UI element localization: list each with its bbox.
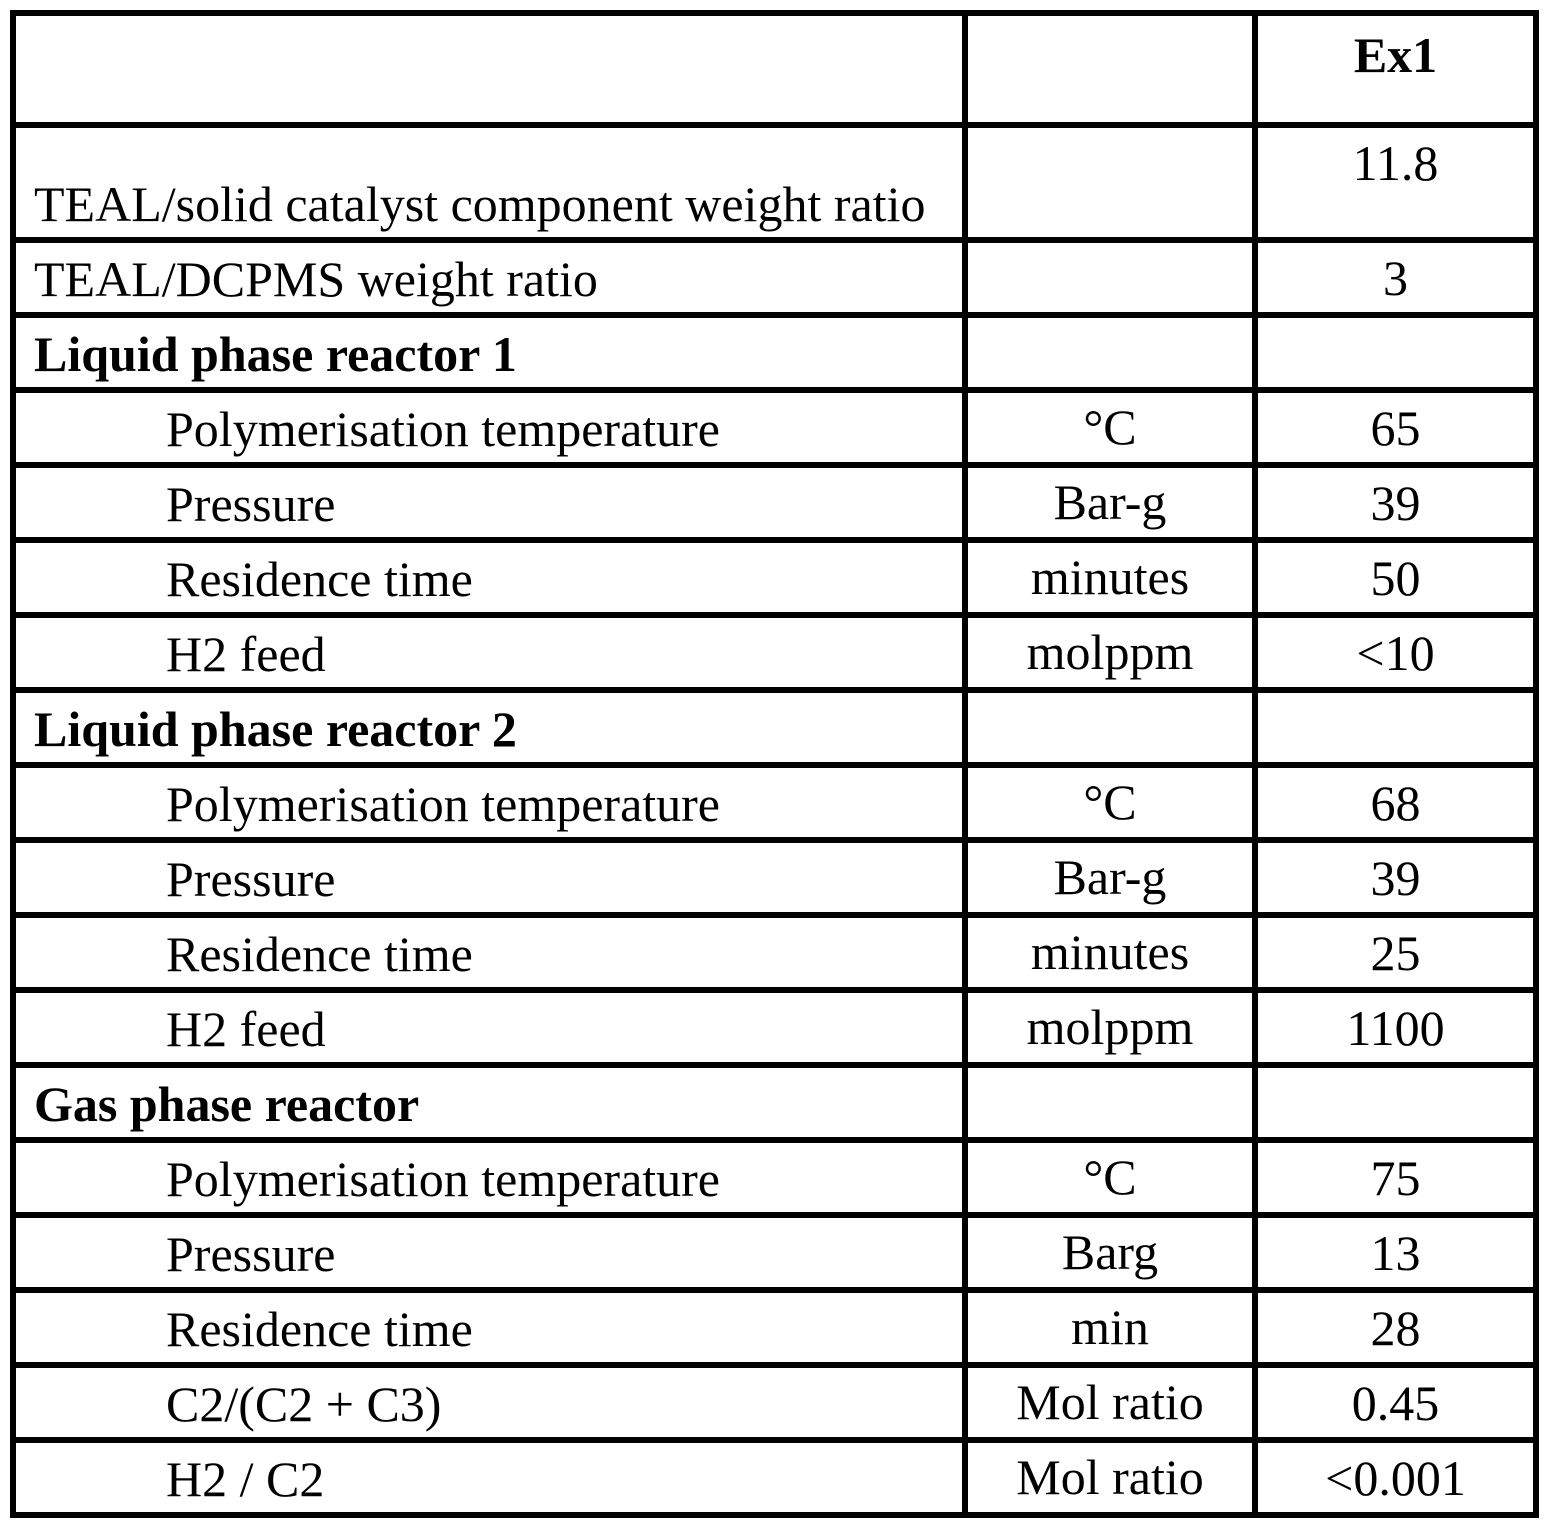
param-row xyxy=(13,1290,1536,1365)
unit-cell xyxy=(965,690,1255,765)
unit-cell: Mol ratio xyxy=(965,1440,1255,1515)
unit-cell: °C xyxy=(965,390,1255,465)
unit-cell: Bar-g xyxy=(965,840,1255,915)
value-cell: 0.45 xyxy=(1255,1365,1536,1440)
param-row xyxy=(13,765,1536,840)
param-label-cell: Polymerisation temperature xyxy=(13,1140,965,1215)
param-row xyxy=(13,465,1536,540)
param-label-cell: Residence time xyxy=(13,540,965,615)
unit-cell xyxy=(965,315,1255,390)
param-label-cell: Pressure xyxy=(13,465,965,540)
value-cell: <10 xyxy=(1255,615,1536,690)
section-row xyxy=(13,690,1536,765)
param-row xyxy=(13,540,1536,615)
param-row xyxy=(13,1140,1536,1215)
param-label-cell: Residence time xyxy=(13,915,965,990)
section-row xyxy=(13,1065,1536,1140)
param-label-cell: TEAL/DCPMS weight ratio xyxy=(13,240,965,315)
param-label-cell: C2/(C2 + C3) xyxy=(13,1365,965,1440)
value-cell: 3 xyxy=(1255,240,1536,315)
value-cell xyxy=(1255,690,1536,765)
header-example-cell: Ex1 xyxy=(1255,13,1536,125)
header-parameter-cell xyxy=(13,13,965,125)
param-label-cell: Polymerisation temperature xyxy=(13,390,965,465)
unit-cell: minutes xyxy=(965,915,1255,990)
param-row xyxy=(13,125,1536,240)
value-cell: 11.8 xyxy=(1255,125,1536,240)
unit-cell: Barg xyxy=(965,1215,1255,1290)
table-body xyxy=(13,13,1536,1515)
unit-cell: Mol ratio xyxy=(965,1365,1255,1440)
param-row xyxy=(13,1365,1536,1440)
header-unit-cell xyxy=(965,13,1255,125)
param-row xyxy=(13,915,1536,990)
value-cell: 68 xyxy=(1255,765,1536,840)
value-cell: 65 xyxy=(1255,390,1536,465)
param-label-cell: Gas phase reactor xyxy=(13,1065,965,1140)
value-cell xyxy=(1255,315,1536,390)
param-row xyxy=(13,615,1536,690)
value-cell xyxy=(1255,1065,1536,1140)
value-cell: 1100 xyxy=(1255,990,1536,1065)
param-label-cell: Pressure xyxy=(13,840,965,915)
unit-cell: molppm xyxy=(965,615,1255,690)
param-label-cell: Polymerisation temperature xyxy=(13,765,965,840)
value-cell: 39 xyxy=(1255,465,1536,540)
value-cell: <0.001 xyxy=(1255,1440,1536,1515)
unit-cell: minutes xyxy=(965,540,1255,615)
unit-cell: °C xyxy=(965,765,1255,840)
param-row xyxy=(13,390,1536,465)
unit-cell: Bar-g xyxy=(965,465,1255,540)
value-cell: 75 xyxy=(1255,1140,1536,1215)
process-conditions-table xyxy=(10,10,1539,1518)
param-label-cell: TEAL/solid catalyst component weight ratio xyxy=(13,125,965,240)
unit-cell xyxy=(965,1065,1255,1140)
unit-cell: min xyxy=(965,1290,1255,1365)
param-label-cell: H2 / C2 xyxy=(13,1440,965,1515)
param-row xyxy=(13,240,1536,315)
value-cell: 13 xyxy=(1255,1215,1536,1290)
value-cell: 39 xyxy=(1255,840,1536,915)
section-row xyxy=(13,315,1536,390)
param-label-cell: H2 feed xyxy=(13,990,965,1065)
param-row xyxy=(13,990,1536,1065)
value-cell: 50 xyxy=(1255,540,1536,615)
value-cell: 28 xyxy=(1255,1290,1536,1365)
param-label-cell: Liquid phase reactor 2 xyxy=(13,690,965,765)
param-label-cell: Pressure xyxy=(13,1215,965,1290)
unit-cell xyxy=(965,125,1255,240)
param-row xyxy=(13,1215,1536,1290)
value-cell: 25 xyxy=(1255,915,1536,990)
param-row xyxy=(13,840,1536,915)
unit-cell: molppm xyxy=(965,990,1255,1065)
unit-cell: °C xyxy=(965,1140,1255,1215)
header-row xyxy=(13,13,1536,125)
param-row xyxy=(13,1440,1536,1515)
unit-cell xyxy=(965,240,1255,315)
param-label-cell: Residence time xyxy=(13,1290,965,1365)
param-label-cell: H2 feed xyxy=(13,615,965,690)
param-label-cell: Liquid phase reactor 1 xyxy=(13,315,965,390)
